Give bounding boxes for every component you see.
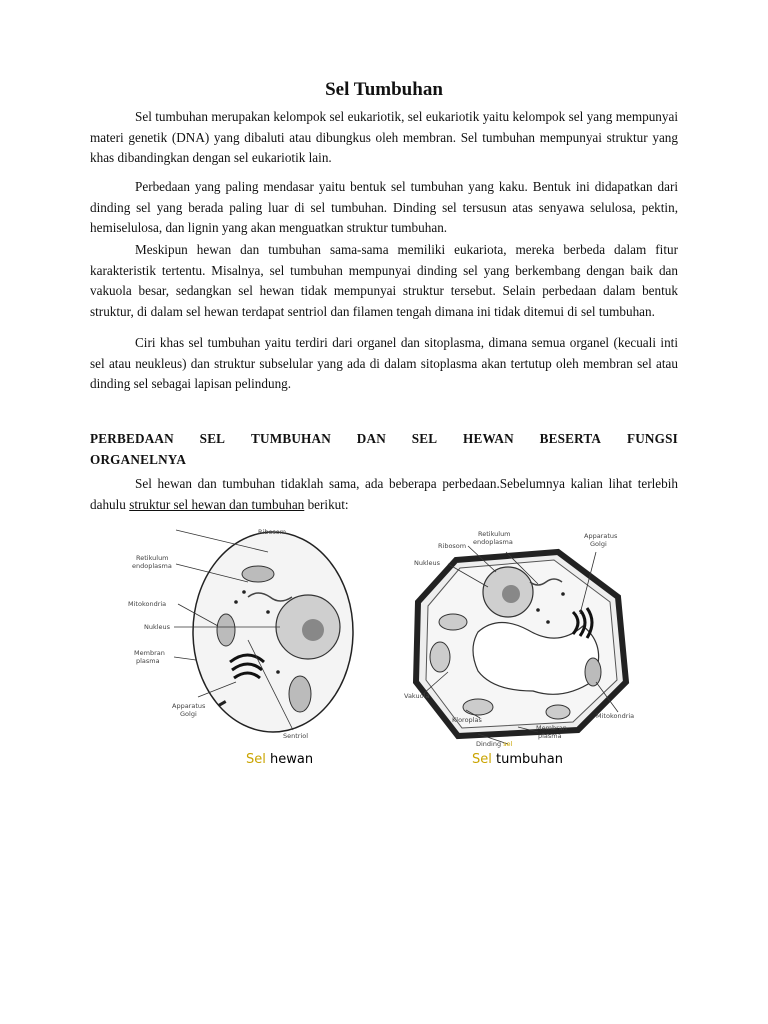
- plant-mitochondria: [585, 658, 601, 686]
- cell-diagram-figure: [118, 522, 658, 772]
- paragraph-text: Ciri khas sel tumbuhan yaitu terdiri dari organel dan sitoplasma, dimana semua organel (kecuali inti sel atau neukleus) dan struktur subselular yang ada di dalam sitoplasma akan tertutup oleh membran sel atau dinding sel sebagai lapisan pelindung.: [90, 335, 678, 391]
- label-membran: Membran: [536, 724, 567, 732]
- label-nukleus: Nukleus: [144, 623, 171, 631]
- label-endoplasma: endoplasma: [132, 562, 172, 570]
- plant-chloroplast-2: [430, 642, 450, 672]
- cell-diagram: [118, 522, 658, 772]
- label-dinding-sel: Dinding sel: [476, 740, 513, 748]
- caption-plant-cell: Sel tumbuhan: [472, 752, 563, 767]
- animal-mitochondria-1: [242, 566, 274, 582]
- heading-word: SEL: [411, 431, 438, 446]
- paragraph-comparison: [90, 474, 678, 515]
- label-mitokondria: Mitokondria: [128, 600, 167, 608]
- heading-word: SEL: [199, 431, 226, 446]
- heading-word: FUNGSI: [626, 431, 678, 446]
- animal-nucleolus: [302, 619, 324, 641]
- page-title: Sel Tumbuhan: [325, 79, 443, 100]
- section-heading: [90, 429, 678, 470]
- label-golgi: Golgi: [590, 540, 607, 548]
- heading-word: PERBEDAAN: [90, 431, 174, 446]
- plant-nucleolus: [502, 585, 520, 603]
- label-membran: Membran: [134, 649, 165, 657]
- heading-word: BESERTA: [539, 431, 602, 446]
- paragraph-text: Sel hewan dan tumbuhan tidaklah sama, ada beberapa perbedaan.Sebelumnya kalian lihat terlebih dahulu: [90, 476, 678, 512]
- label-kloroplas: Kloroplas: [452, 716, 482, 724]
- label-nukleus: Nukleus: [414, 559, 441, 567]
- label-vakuola: Vakuola: [404, 692, 430, 700]
- heading-word: HEWAN: [463, 431, 514, 446]
- structure-link[interactable]: struktur sel hewan dan tumbuhan: [129, 496, 305, 512]
- paragraph-text: berikut:: [304, 496, 349, 512]
- section-heading-line1: [90, 429, 678, 450]
- label-apparatus: Apparatus: [172, 702, 206, 710]
- animal-cell-diagram: [128, 528, 353, 767]
- caption-animal-cell: Sel hewan: [246, 752, 314, 767]
- paragraph-text: Meskipun hewan dan tumbuhan sama-sama memiliki eukariota, mereka berbeda dalam fitur karakteristik tertentu. Misalnya, sel tumbuhan mempunyai dinding sel yang berkembang dengan baik dan vakuola besar, sedangkan sel hewan tidak mempunyai struktur tersebut. Selain perbedaan dalam bentuk struktur, di dalam sel hewan terdapat sentriol dan filamen tengah dimana ini tidak ditemui di sel tumbuhan.: [90, 242, 678, 319]
- plant-chloroplast-1: [439, 614, 467, 630]
- label-ribosom: Ribosom: [258, 528, 287, 536]
- label-endoplasma: endoplasma: [473, 538, 513, 546]
- section-heading-line2: ORGANELNYA: [90, 451, 187, 467]
- label-plasma: plasma: [136, 657, 160, 665]
- plant-cell-diagram: [404, 530, 634, 767]
- paragraph-text: Perbedaan yang paling mendasar yaitu bentuk sel tumbuhan yang kaku. Bentuk ini didapatkan dari dinding sel yang berada paling luar di sel tumbuhan. Dinding sel tersusun atas senyawa selulosa, pektin, hemiselulosa, dan lignin yang akan menguatkan struktur tumbuhan.: [90, 179, 678, 235]
- label-apparatus: Apparatus: [584, 532, 618, 540]
- label-retikulum: Retikulum: [478, 530, 511, 538]
- heading-word: DAN: [356, 431, 386, 446]
- label-retikulum: Retikulum: [136, 554, 169, 562]
- plant-chloroplast-4: [546, 705, 570, 719]
- label-plasma: plasma: [538, 732, 562, 740]
- paragraph-text: Sel tumbuhan merupakan kelompok sel eukariotik, sel eukariotik yaitu kelompok sel yang mempunyai materi genetik (DNA) yang dibaluti atau dibungkus oleh membran. Sel tumbuhan mempunyai struktur yang khas dibandingkan dengan sel eukariotik lain.: [90, 109, 678, 165]
- animal-mitochondria-3: [289, 676, 311, 712]
- plant-chloroplast-3: [463, 699, 493, 715]
- paragraph-features: [90, 240, 678, 322]
- label-sentriol: Sentriol: [283, 732, 309, 740]
- paragraph-characteristics: [90, 333, 678, 395]
- label-golgi: Golgi: [180, 710, 197, 718]
- animal-mitochondria-2: [217, 614, 235, 646]
- paragraph-difference: [90, 177, 678, 239]
- paragraph-intro: [90, 107, 678, 169]
- label-ribosom: Ribosom: [438, 542, 467, 550]
- label-mitokondria: Mitokondria: [596, 712, 635, 720]
- heading-word: TUMBUHAN: [250, 431, 331, 446]
